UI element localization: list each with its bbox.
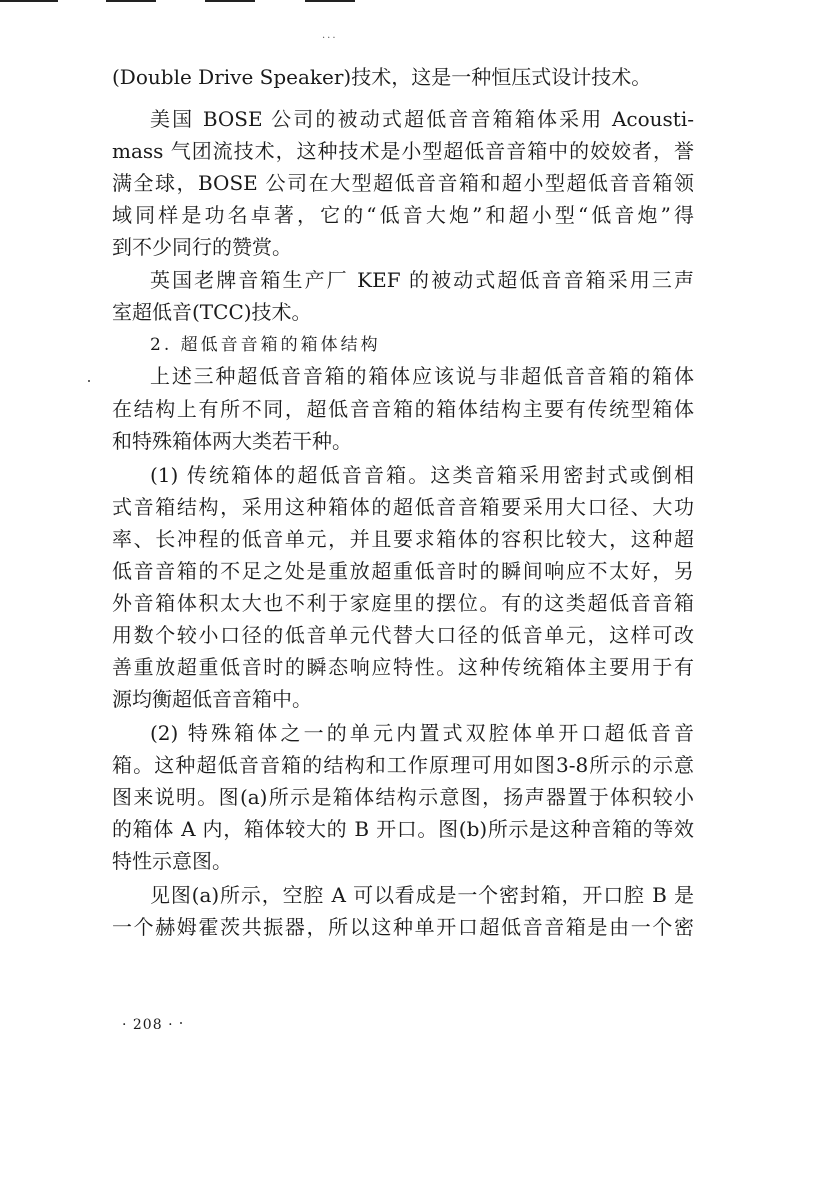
top-rule-1 bbox=[0, 0, 58, 2]
text-line: 满全球，BOSE 公司在大型超低音音箱和超小型超低音音箱领 bbox=[112, 171, 694, 195]
text-line: (Double Drive Speaker)技术，这是一种恒压式设计技术。 bbox=[112, 65, 652, 89]
text-line: 善重放超重低音时的瞬态响应特性。这种传统箱体主要用于有 bbox=[112, 655, 694, 679]
page-number: · 208 · bbox=[122, 1017, 174, 1033]
text-line: 式音箱结构，采用这种箱体的超低音音箱要采用大口径、大功 bbox=[112, 495, 694, 519]
text-line: 在结构上有所不同，超低音音箱的箱体结构主要有传统型箱体 bbox=[112, 397, 694, 421]
text-line: 室超低音(TCC)技术。 bbox=[112, 300, 312, 324]
text-line: 低音音箱的不足之处是重放超重低音时的瞬间响应不太好，另 bbox=[112, 559, 694, 583]
text-line: 的箱体 A 内，箱体较大的 B 开口。图(b)所示是这种音箱的等效 bbox=[112, 817, 694, 841]
top-rule-3 bbox=[205, 0, 255, 2]
text-line: (1) 传统箱体的超低音音箱。这类音箱采用密封式或倒相 bbox=[150, 463, 694, 487]
text-line: 上述三种超低音音箱的箱体应该说与非超低音音箱的箱体 bbox=[150, 364, 694, 388]
scan-speck bbox=[180, 1022, 182, 1024]
text-line: 外音箱体积太大也不利于家庭里的摆位。有的这类超低音音箱 bbox=[112, 591, 694, 615]
text-line: 一个赫姆霍茨共振器，所以这种单开口超低音音箱是由一个密 bbox=[112, 915, 694, 939]
text-line: 和特殊箱体两大类若干种。 bbox=[112, 429, 352, 453]
text-line: 源均衡超低音音箱中。 bbox=[112, 687, 312, 711]
text-line: 率、长冲程的低音单元，并且要求箱体的容积比较大，这种超 bbox=[112, 527, 694, 551]
scan-speck bbox=[88, 380, 90, 382]
text-line: 图来说明。图(a)所示是箱体结构示意图，扬声器置于体积较小 bbox=[112, 785, 694, 809]
text-line: 到不少同行的赞赏。 bbox=[112, 235, 292, 259]
header-dots: ... bbox=[322, 30, 338, 41]
top-rule-2 bbox=[106, 0, 156, 2]
text-line: 美国 BOSE 公司的被动式超低音音箱箱体采用 Acousti- bbox=[150, 107, 694, 131]
top-rule-4 bbox=[305, 0, 355, 2]
text-line: (2) 特殊箱体之一的单元内置式双腔体单开口超低音音 bbox=[150, 721, 694, 745]
text-line: mass 气团流技术，这种技术是小型超低音音箱中的姣姣者，誉 bbox=[112, 139, 694, 163]
text-line: 英国老牌音箱生产厂 KEF 的被动式超低音音箱采用三声 bbox=[150, 268, 694, 292]
text-line: 域同样是功名卓著，它的“低音大炮”和超小型“低音炮”得 bbox=[112, 203, 694, 227]
section-heading: 2. 超低音音箱的箱体结构 bbox=[150, 335, 381, 355]
text-line: 特性示意图。 bbox=[112, 849, 232, 873]
text-line: 用数个较小口径的低音单元代替大口径的低音单元，这样可改 bbox=[112, 623, 694, 647]
text-line: 见图(a)所示，空腔 A 可以看成是一个密封箱，开口腔 B 是 bbox=[150, 883, 694, 907]
text-line: 箱。这种超低音音箱的结构和工作原理可用如图3-8所示的示意 bbox=[112, 753, 694, 777]
